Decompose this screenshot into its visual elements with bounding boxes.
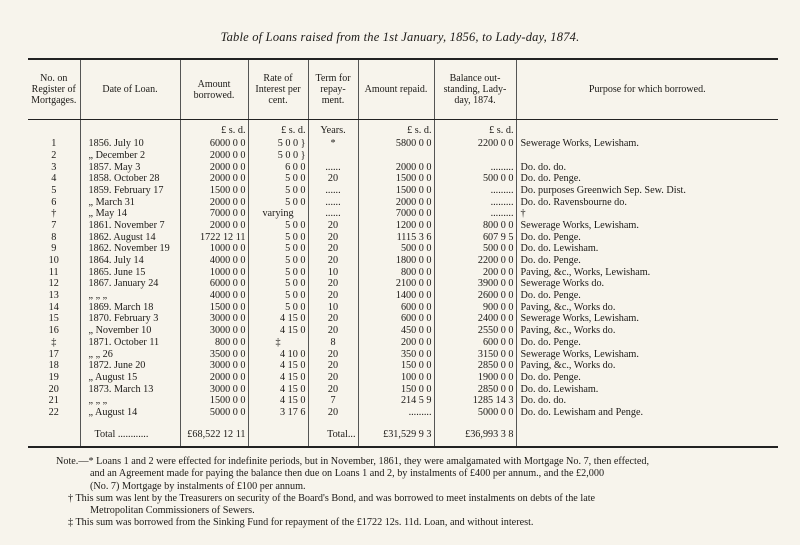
table-row	[28, 302, 778, 314]
note-2-line-1: † This sum was lent by the Treasurers on security of the Board's Bond, and was borrowed to meet instalments on debts of the late	[68, 492, 596, 504]
repaid-cell: 1400 0 0	[358, 290, 434, 302]
date-cell: 1873. March 13	[80, 383, 180, 395]
balance-cell: 1900 0 0	[434, 372, 516, 384]
purpose-cell: Sewerage Works, Lewisham.	[516, 220, 778, 232]
rate-cell: 5 0 0	[248, 220, 308, 232]
term-cell: 10	[308, 267, 358, 279]
amount-cell: 1722 12 11	[180, 232, 248, 244]
total-row	[28, 424, 778, 447]
header-purpose: Purpose for which borrowed.	[516, 59, 778, 120]
repaid-cell: 2000 0 0	[358, 161, 434, 173]
term-cell: 20	[308, 278, 358, 290]
table-row	[28, 395, 778, 407]
balance-cell: 900 0 0	[434, 302, 516, 314]
table-title: Table of Loans raised from the 1st January, 1856, to Lady-day, 1874.	[220, 30, 580, 44]
repaid-cell: 450 0 0	[358, 325, 434, 337]
date-cell: „ „ „	[80, 395, 180, 407]
term-cell: ......	[308, 208, 358, 220]
balance-cell: 2200 0 0	[434, 255, 516, 267]
table-row	[28, 173, 778, 185]
amount-cell: 2000 0 0	[180, 220, 248, 232]
table-row	[28, 325, 778, 337]
amount-cell: 1500 0 0	[180, 185, 248, 197]
register-no-cell: 4	[51, 173, 57, 185]
date-cell: 1864. July 14	[80, 255, 180, 267]
balance-cell: 3150 0 0	[434, 348, 516, 360]
rate-cell: 4 15 0	[248, 395, 308, 407]
balance-cell	[434, 150, 516, 162]
rate-cell: 6 0 0	[248, 161, 308, 173]
term-cell: 20	[308, 383, 358, 395]
amount-cell: 2000 0 0	[180, 372, 248, 384]
balance-cell: 200 0 0	[434, 267, 516, 279]
date-cell: 1869. March 18	[80, 302, 180, 314]
balance-cell: 500 0 0	[434, 173, 516, 185]
repaid-cell: 150 0 0	[358, 383, 434, 395]
header-date: Date of Loan.	[80, 59, 180, 120]
date-cell: „ May 14	[80, 208, 180, 220]
header-row	[28, 59, 778, 120]
purpose-cell: Sewerage Works do.	[516, 278, 778, 290]
register-no-cell: 8	[51, 231, 57, 243]
purpose-cell: Sewerage Works, Lewisham.	[516, 138, 778, 150]
purpose-cell: Do. do. Penge.	[516, 232, 778, 244]
total-balance: £36,993 3 8	[434, 424, 516, 447]
amount-cell: 3000 0 0	[180, 383, 248, 395]
table-row	[28, 196, 778, 208]
rate-cell: 4 15 0	[248, 360, 308, 372]
date-cell: 1862. August 14	[80, 232, 180, 244]
purpose-cell: Sewerage Works, Lewisham.	[516, 348, 778, 360]
date-cell: 1858. October 28	[80, 173, 180, 185]
purpose-cell: Do. do. do.	[516, 395, 778, 407]
amount-cell: 3000 0 0	[180, 313, 248, 325]
rate-cell: 5 0 0	[248, 278, 308, 290]
register-no-cell: 12	[48, 278, 59, 290]
amount-cell: 2000 0 0	[180, 173, 248, 185]
register-no-cell: 16	[48, 325, 59, 337]
total-amount: £68,522 12 11	[180, 424, 248, 447]
date-cell: „ March 31	[80, 196, 180, 208]
table-row	[28, 185, 778, 197]
register-no-cell: 17	[48, 348, 59, 360]
table-row	[28, 337, 778, 349]
table-row	[28, 348, 778, 360]
table-row	[28, 138, 778, 150]
rate-cell: 5 0 0	[248, 302, 308, 314]
amount-cell: 1000 0 0	[180, 243, 248, 255]
rate-cell: 4 15 0	[248, 313, 308, 325]
register-no-cell: 7	[51, 219, 57, 231]
term-cell: 7	[308, 395, 358, 407]
rate-cell: 5 0 0	[248, 267, 308, 279]
amount-cell: 6000 0 0	[180, 278, 248, 290]
register-no-cell: 5	[51, 184, 57, 196]
term-cell: 20	[308, 243, 358, 255]
rate-cell: 5 0 0	[248, 255, 308, 267]
date-cell: 1870. February 3	[80, 313, 180, 325]
date-cell: 1862. November 19	[80, 243, 180, 255]
register-no-cell: 14	[48, 301, 59, 313]
term-cell: ......	[308, 161, 358, 173]
balance-cell: 2550 0 0	[434, 325, 516, 337]
amount-cell: 5000 0 0	[180, 407, 248, 419]
term-cell: 10	[308, 302, 358, 314]
balance-cell: .........	[434, 196, 516, 208]
balance-cell: 2850 0 0	[434, 383, 516, 395]
date-cell: 1865. June 15	[80, 267, 180, 279]
header-rate: Rate of Interest per cent.	[248, 59, 308, 120]
repaid-cell: 1800 0 0	[358, 255, 434, 267]
repaid-cell: 600 0 0	[358, 313, 434, 325]
rate-cell: 4 15 0	[248, 325, 308, 337]
purpose-cell: Paving, &c., Works do.	[516, 360, 778, 372]
purpose-cell: Paving, &c., Works do.	[516, 302, 778, 314]
register-no-cell: 6	[51, 196, 57, 208]
note-1-line-2: and an Agreement made for paying the balance then due on Loans 1 and 2, by instalments of £400 per annum., and the £2,000	[90, 468, 605, 480]
purpose-cell: Paving, &c., Works, Lewisham.	[516, 267, 778, 279]
repaid-cell: 2000 0 0	[358, 196, 434, 208]
rate-cell: 5 0 0	[248, 290, 308, 302]
repaid-cell: .........	[358, 407, 434, 419]
table-row	[28, 383, 778, 395]
rate-cell: 5 0 0	[248, 196, 308, 208]
term-cell: 8	[308, 337, 358, 349]
rate-cell: 5 0 0	[248, 173, 308, 185]
register-no-cell: 1	[51, 138, 57, 150]
balance-cell: 1285 14 3	[434, 395, 516, 407]
purpose-cell: †	[516, 208, 778, 220]
term-cell: ......	[308, 185, 358, 197]
term-cell: 20	[308, 232, 358, 244]
table-row	[28, 161, 778, 173]
purpose-cell: Sewerage Works, Lewisham.	[516, 313, 778, 325]
register-no-cell: 18	[48, 360, 59, 372]
rate-cell: 4 15 0	[248, 372, 308, 384]
repaid-cell: 1500 0 0	[358, 173, 434, 185]
purpose-cell: Do. do. Penge.	[516, 337, 778, 349]
table-row	[28, 255, 778, 267]
balance-cell: 607 9 5	[434, 232, 516, 244]
header-term: Term for repay-ment.	[308, 59, 358, 120]
purpose-cell: Do. do. Ravensbourne do.	[516, 196, 778, 208]
header-amount-repaid: Amount repaid.	[358, 59, 434, 120]
repaid-cell: 200 0 0	[358, 337, 434, 349]
table-row	[28, 278, 778, 290]
table-row	[28, 372, 778, 384]
amount-cell: 3000 0 0	[180, 325, 248, 337]
balance-cell: .........	[434, 208, 516, 220]
rate-cell: 5 0 0 }	[248, 150, 308, 162]
repaid-cell: 214 5 9	[358, 395, 434, 407]
register-no-cell: 21	[48, 395, 59, 407]
purpose-cell: Do. do. Lewisham.	[516, 243, 778, 255]
register-no-cell: 2	[51, 149, 57, 161]
rate-cell: 4 10 0	[248, 348, 308, 360]
purpose-cell: Do. do. Lewisham.	[516, 383, 778, 395]
header-amount-borrowed: Amount borrowed.	[180, 59, 248, 120]
register-no-cell: 19	[48, 371, 59, 383]
register-no-cell: 10	[48, 255, 59, 267]
date-cell: 1871. October 11	[80, 337, 180, 349]
total-label-repaid: Total...	[308, 424, 358, 447]
repaid-cell: 2100 0 0	[358, 278, 434, 290]
header-balance: Balance out-standing, Lady-day, 1874.	[434, 59, 516, 120]
unit-term: Years.	[308, 120, 358, 139]
purpose-cell: Do. purposes Greenwich Sep. Sew. Dist.	[516, 185, 778, 197]
header-register-no: No. on Register of Mortgages.	[28, 59, 80, 120]
term-cell: 20	[308, 325, 358, 337]
repaid-cell: 600 0 0	[358, 302, 434, 314]
register-no-cell: 15	[48, 313, 59, 325]
rate-cell: 5 0 0	[248, 243, 308, 255]
table-row	[28, 360, 778, 372]
amount-cell: 1500 0 0	[180, 395, 248, 407]
rate-cell: varying	[248, 208, 308, 220]
term-cell: 20	[308, 348, 358, 360]
term-cell: 20	[308, 173, 358, 185]
table-row	[28, 313, 778, 325]
table-row	[28, 267, 778, 279]
unit-balance: £ s. d.	[434, 120, 516, 139]
date-cell: 1859. February 17	[80, 185, 180, 197]
table-row	[28, 290, 778, 302]
date-cell: 1867. January 24	[80, 278, 180, 290]
purpose-cell: Do. do. Penge.	[516, 290, 778, 302]
amount-cell: 6000 0 0	[180, 138, 248, 150]
rate-cell: 4 15 0	[248, 383, 308, 395]
balance-cell: 2200 0 0	[434, 138, 516, 150]
balance-cell: 600 0 0	[434, 337, 516, 349]
date-cell: „ August 14	[80, 407, 180, 419]
purpose-cell: Do. do. Penge.	[516, 372, 778, 384]
repaid-cell: 5800 0 0	[358, 138, 434, 150]
register-no-cell: 20	[48, 383, 59, 395]
loans-table	[28, 58, 778, 448]
table-row	[28, 243, 778, 255]
date-cell: „ August 15	[80, 372, 180, 384]
units-row	[28, 120, 778, 139]
total-label: Total ............	[80, 424, 180, 447]
purpose-cell: Paving, &c., Works do.	[516, 325, 778, 337]
balance-cell: 2400 0 0	[434, 313, 516, 325]
amount-cell: 1500 0 0	[180, 302, 248, 314]
amount-cell: 2000 0 0	[180, 161, 248, 173]
table-row	[28, 208, 778, 220]
register-no-cell: 9	[51, 243, 57, 255]
balance-cell: 5000 0 0	[434, 407, 516, 419]
rate-cell: 5 0 0	[248, 185, 308, 197]
term-cell	[308, 150, 358, 162]
purpose-cell: Do. do. Penge.	[516, 173, 778, 185]
balance-cell: 500 0 0	[434, 243, 516, 255]
amount-cell: 3500 0 0	[180, 348, 248, 360]
note-1-line-3: (No. 7) Mortgage by instalments of £100 per annum.	[90, 480, 306, 492]
term-cell: ......	[308, 196, 358, 208]
rate-cell: ‡	[248, 337, 308, 349]
amount-cell: 2000 0 0	[180, 150, 248, 162]
balance-cell: 800 0 0	[434, 220, 516, 232]
amount-cell: 4000 0 0	[180, 255, 248, 267]
register-no-cell: 11	[48, 266, 59, 278]
register-no-cell: 13	[48, 290, 59, 302]
balance-cell: 3900 0 0	[434, 278, 516, 290]
term-cell: 20	[308, 290, 358, 302]
note-2-line-2: Metropolitan Commissioners of Sewers.	[90, 505, 255, 517]
term-cell: 20	[308, 255, 358, 267]
term-cell: 20	[308, 407, 358, 419]
term-cell: 20	[308, 360, 358, 372]
balance-cell: .........	[434, 161, 516, 173]
date-cell: „ November 10	[80, 325, 180, 337]
register-no-cell: 22	[48, 406, 59, 418]
repaid-cell: 500 0 0	[358, 243, 434, 255]
term-cell: 20	[308, 372, 358, 384]
repaid-cell: 1200 0 0	[358, 220, 434, 232]
rate-cell: 3 17 6	[248, 407, 308, 419]
balance-cell: 2600 0 0	[434, 290, 516, 302]
repaid-cell: 350 0 0	[358, 348, 434, 360]
date-cell: „ „ 26	[80, 348, 180, 360]
table-row	[28, 407, 778, 419]
table-row	[28, 150, 778, 162]
date-cell: 1872. June 20	[80, 360, 180, 372]
date-cell: „ „ „	[80, 290, 180, 302]
repaid-cell: 7000 0 0	[358, 208, 434, 220]
purpose-cell: Do. do. Penge.	[516, 255, 778, 267]
date-cell: 1861. November 7	[80, 220, 180, 232]
amount-cell: 800 0 0	[180, 337, 248, 349]
unit-amount: £ s. d.	[180, 120, 248, 139]
purpose-cell	[516, 150, 778, 162]
repaid-cell: 150 0 0	[358, 360, 434, 372]
purpose-cell: Do. do. Lewisham and Penge.	[516, 407, 778, 419]
date-cell: 1857. May 3	[80, 161, 180, 173]
table-row	[28, 232, 778, 244]
amount-cell: 2000 0 0	[180, 196, 248, 208]
amount-cell: 1000 0 0	[180, 267, 248, 279]
repaid-cell: 800 0 0	[358, 267, 434, 279]
table-row	[28, 220, 778, 232]
purpose-cell: Do. do. do.	[516, 161, 778, 173]
total-repaid: £31,529 9 3	[358, 424, 434, 447]
term-cell: 20	[308, 220, 358, 232]
amount-cell: 4000 0 0	[180, 290, 248, 302]
balance-cell: 2850 0 0	[434, 360, 516, 372]
register-no-cell: ‡	[51, 336, 57, 348]
term-cell: *	[308, 138, 358, 150]
balance-cell: .........	[434, 185, 516, 197]
unit-repaid: £ s. d.	[358, 120, 434, 139]
register-no-cell: 3	[51, 161, 57, 173]
footnotes	[56, 456, 786, 530]
unit-rate: £ s. d.	[248, 120, 308, 139]
repaid-cell: 100 0 0	[358, 372, 434, 384]
term-cell: 20	[308, 313, 358, 325]
repaid-cell: 1500 0 0	[358, 185, 434, 197]
date-cell: 1856. July 10	[80, 138, 180, 150]
amount-cell: 7000 0 0	[180, 208, 248, 220]
repaid-cell: 1115 3 6	[358, 232, 434, 244]
date-cell: „ December 2	[80, 150, 180, 162]
register-no-cell: †	[51, 208, 57, 220]
note-1-line-1: Note.—* Loans 1 and 2 were effected for indefinite periods, but in November, 1861, they were amalgamated with Mortgage No. 7, then effected,	[56, 456, 650, 467]
repaid-cell	[358, 150, 434, 162]
rate-cell: 5 0 0 }	[248, 138, 308, 150]
amount-cell: 3000 0 0	[180, 360, 248, 372]
note-3: ‡ This sum was borrowed from the Sinking Fund for repayment of the £1722 12s. 11d. Loan, and without interest.	[68, 517, 534, 529]
rate-cell: 5 0 0	[248, 232, 308, 244]
